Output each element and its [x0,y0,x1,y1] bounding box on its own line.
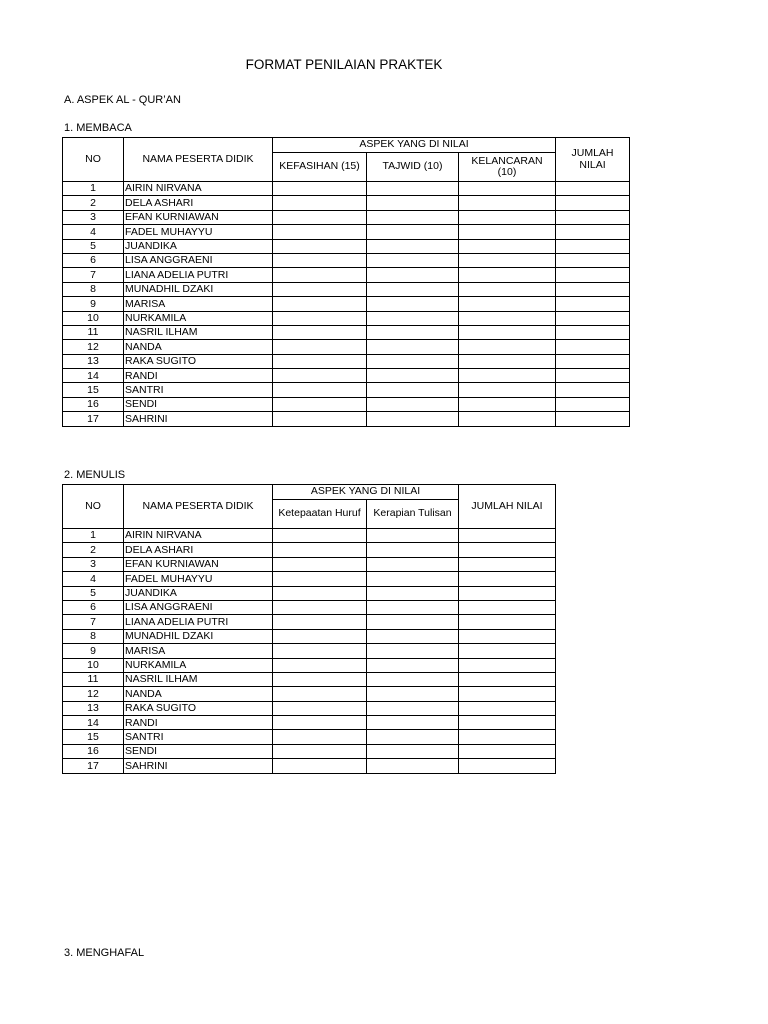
student-name: MARISA [124,644,273,658]
table-row [63,658,556,672]
score-cell [459,369,556,383]
score-cell [273,383,367,397]
student-no: 2 [63,543,124,557]
score-cell [556,282,630,296]
score-cell [273,759,367,773]
table-row [63,629,556,643]
score-cell [273,600,367,614]
table-row [63,572,556,586]
header-aspek: ASPEK YANG DI NILAI [273,485,459,500]
student-name: FADEL MUHAYYU [124,225,273,239]
score-cell [459,297,556,311]
student-no: 8 [63,282,124,296]
score-cell [556,311,630,325]
score-cell [273,311,367,325]
score-cell [459,716,556,730]
score-cell [367,397,459,411]
score-cell [459,210,556,224]
menghafal-heading: 3. MENGHAFAL [64,947,145,959]
score-cell [273,572,367,586]
score-cell [459,239,556,253]
score-cell [459,672,556,686]
score-cell [367,182,459,196]
score-cell [273,744,367,758]
score-cell [459,615,556,629]
header-ketepatan: Ketepaatan Huruf [273,500,367,529]
table-row [63,397,630,411]
student-no: 16 [63,744,124,758]
student-no: 17 [63,412,124,426]
score-cell [273,325,367,339]
student-no: 5 [63,239,124,253]
score-cell [556,297,630,311]
student-no: 6 [63,600,124,614]
score-cell [459,759,556,773]
student-no: 12 [63,687,124,701]
student-name: RANDI [124,716,273,730]
student-no: 5 [63,586,124,600]
student-name: FADEL MUHAYYU [124,572,273,586]
membaca-table [62,137,630,427]
score-cell [273,629,367,643]
membaca-heading: 1. MEMBACA [64,122,132,134]
score-cell [459,383,556,397]
score-cell [556,225,630,239]
menulis-rows [63,529,556,774]
student-name: MARISA [124,297,273,311]
score-cell [459,730,556,744]
score-cell [273,225,367,239]
score-cell [459,744,556,758]
student-no: 2 [63,196,124,210]
header-no: NO [63,485,124,529]
student-no: 11 [63,672,124,686]
score-cell [556,253,630,267]
student-no: 14 [63,716,124,730]
student-no: 17 [63,759,124,773]
score-cell [273,672,367,686]
score-cell [459,543,556,557]
table-row [63,268,630,282]
score-cell [273,615,367,629]
student-no: 6 [63,253,124,267]
student-name: MUNADHIL DZAKI [124,629,273,643]
student-name: LIANA ADELIA PUTRI [124,615,273,629]
score-cell [367,615,459,629]
table-row [63,586,556,600]
score-cell [273,658,367,672]
score-cell [459,529,556,543]
score-cell [273,354,367,368]
section-heading: A. ASPEK AL - QUR’AN [64,94,181,106]
student-name: DELA ASHARI [124,543,273,557]
score-cell [459,354,556,368]
score-cell [556,268,630,282]
student-name: JUANDIKA [124,239,273,253]
header-kerapian: Kerapian Tulisan [367,500,459,529]
student-name: SAHRINI [124,759,273,773]
score-cell [273,730,367,744]
score-cell [273,268,367,282]
student-name: JUANDIKA [124,586,273,600]
student-name: NURKAMILA [124,311,273,325]
header-no: NO [63,138,124,182]
table-row [63,369,630,383]
table-row [63,672,556,686]
student-name: LISA ANGGRAENI [124,600,273,614]
score-cell [367,340,459,354]
student-no: 16 [63,397,124,411]
score-cell [459,586,556,600]
student-no: 12 [63,340,124,354]
table-row [63,196,630,210]
score-cell [273,529,367,543]
score-cell [459,340,556,354]
score-cell [273,340,367,354]
score-cell [367,687,459,701]
header-jumlah: JUMLAH NILAI [459,485,556,529]
student-no: 4 [63,225,124,239]
header-jumlah: JUMLAH NILAI [556,138,630,182]
score-cell [459,325,556,339]
table-row [63,744,556,758]
table-row [63,210,630,224]
score-cell [459,658,556,672]
student-no: 15 [63,383,124,397]
score-cell [556,196,630,210]
score-cell [367,268,459,282]
score-cell [367,325,459,339]
score-cell [367,730,459,744]
score-cell [367,354,459,368]
score-cell [367,716,459,730]
score-cell [367,629,459,643]
score-cell [367,529,459,543]
score-cell [556,369,630,383]
score-cell [273,412,367,426]
header-nama: NAMA PESERTA DIDIK [124,138,273,182]
score-cell [367,658,459,672]
student-no: 4 [63,572,124,586]
score-cell [459,196,556,210]
table-row [63,253,630,267]
score-cell [459,253,556,267]
score-cell [459,182,556,196]
score-cell [556,210,630,224]
student-no: 1 [63,529,124,543]
score-cell [273,182,367,196]
student-name: MUNADHIL DZAKI [124,282,273,296]
student-name: NASRIL ILHAM [124,672,273,686]
table-row [63,182,630,196]
score-cell [556,383,630,397]
score-cell [273,716,367,730]
table-row [63,730,556,744]
table-row [63,340,630,354]
student-name: RAKA SUGITO [124,354,273,368]
table-row [63,529,556,543]
score-cell [556,412,630,426]
menulis-table [62,484,556,774]
score-cell [556,354,630,368]
table-row [63,354,630,368]
student-name: LISA ANGGRAENI [124,253,273,267]
student-no: 9 [63,644,124,658]
score-cell [459,701,556,715]
score-cell [459,282,556,296]
table-row [63,600,556,614]
score-cell [273,253,367,267]
score-cell [367,701,459,715]
score-cell [556,325,630,339]
table-row [63,543,556,557]
score-cell [367,369,459,383]
score-cell [367,196,459,210]
score-cell [556,340,630,354]
score-cell [273,369,367,383]
header-aspek: ASPEK YANG DI NILAI [273,138,556,153]
score-cell [367,225,459,239]
score-cell [367,311,459,325]
score-cell [367,282,459,296]
student-no: 3 [63,210,124,224]
score-cell [459,600,556,614]
score-cell [459,268,556,282]
score-cell [459,311,556,325]
table-row [63,701,556,715]
student-name: AIRIN NIRVANA [124,529,273,543]
student-name: NASRIL ILHAM [124,325,273,339]
student-name: EFAN KURNIAWAN [124,210,273,224]
score-cell [273,239,367,253]
score-cell [459,644,556,658]
table-row [63,412,630,426]
header-kefasihan: KEFASIHAN (15) [273,153,367,182]
table-row [63,615,556,629]
score-cell [367,412,459,426]
score-cell [273,196,367,210]
score-cell [273,644,367,658]
table-row [63,297,630,311]
score-cell [459,557,556,571]
student-no: 10 [63,311,124,325]
student-name: AIRIN NIRVANA [124,182,273,196]
header-kelancaran: KELANCARAN (10) [459,153,556,182]
student-name: SAHRINI [124,412,273,426]
score-cell [556,182,630,196]
student-name: EFAN KURNIAWAN [124,557,273,571]
header-tajwid: TAJWID (10) [367,153,459,182]
score-cell [367,586,459,600]
header-nama: NAMA PESERTA DIDIK [124,485,273,529]
menulis-heading: 2. MENULIS [64,469,126,481]
score-cell [367,759,459,773]
score-cell [367,210,459,224]
score-cell [273,282,367,296]
student-no: 15 [63,730,124,744]
score-cell [367,644,459,658]
score-cell [367,383,459,397]
student-no: 1 [63,182,124,196]
student-no: 9 [63,297,124,311]
table-row [63,239,630,253]
score-cell [273,586,367,600]
membaca-rows [63,182,630,427]
table-row [63,282,630,296]
student-name: RANDI [124,369,273,383]
student-no: 13 [63,354,124,368]
score-cell [367,744,459,758]
score-cell [459,397,556,411]
score-cell [367,557,459,571]
student-no: 7 [63,268,124,282]
student-no: 8 [63,629,124,643]
student-name: LIANA ADELIA PUTRI [124,268,273,282]
score-cell [459,412,556,426]
score-cell [459,687,556,701]
score-cell [273,397,367,411]
table-row [63,383,630,397]
score-cell [273,701,367,715]
score-cell [459,572,556,586]
score-cell [459,225,556,239]
table-row [63,644,556,658]
student-name: RAKA SUGITO [124,701,273,715]
student-name: SENDI [124,397,273,411]
student-name: DELA ASHARI [124,196,273,210]
score-cell [367,572,459,586]
score-cell [273,557,367,571]
score-cell [459,629,556,643]
score-cell [367,297,459,311]
score-cell [273,210,367,224]
score-cell [367,239,459,253]
score-cell [367,253,459,267]
score-cell [556,239,630,253]
table-row [63,759,556,773]
student-name: SANTRI [124,730,273,744]
student-name: SANTRI [124,383,273,397]
score-cell [367,600,459,614]
score-cell [273,297,367,311]
page-title: FORMAT PENILAIAN PRAKTEK [245,57,443,72]
table-row [63,557,556,571]
student-no: 14 [63,369,124,383]
score-cell [367,543,459,557]
student-name: NURKAMILA [124,658,273,672]
score-cell [273,543,367,557]
student-no: 11 [63,325,124,339]
table-row [63,687,556,701]
student-no: 13 [63,701,124,715]
score-cell [367,672,459,686]
table-row [63,311,630,325]
table-row [63,225,630,239]
score-cell [273,687,367,701]
student-no: 3 [63,557,124,571]
score-cell [556,397,630,411]
table-row [63,325,630,339]
student-no: 10 [63,658,124,672]
student-name: NANDA [124,687,273,701]
table-row [63,716,556,730]
student-no: 7 [63,615,124,629]
student-name: NANDA [124,340,273,354]
student-name: SENDI [124,744,273,758]
